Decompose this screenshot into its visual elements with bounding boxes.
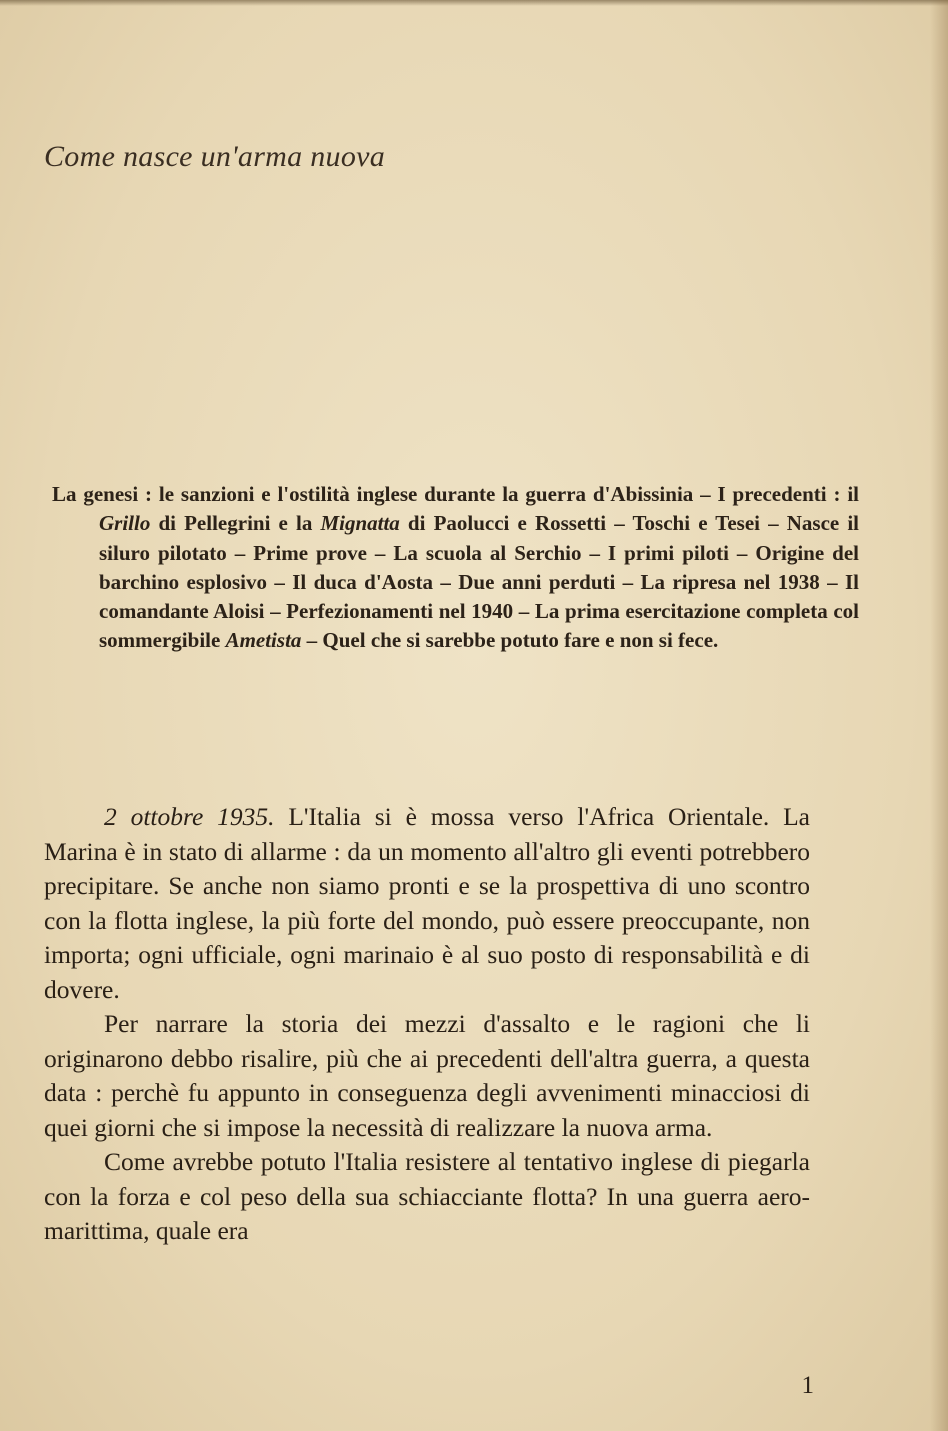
page-number: 1 (801, 1372, 814, 1399)
summary-text-4: – Quel che si sarebbe potuto fare e non si fece. (301, 628, 719, 653)
paragraph-2: Per narrare la storia dei mezzi d'assalto e le ragioni che li originarono debbo risalire, più che ai precedenti dell'altra guerra, a questa data : perchè fu appunto in conseguenza degli avvenimenti minacciosi di quei giorni che si impose la necessità di realizzare la nuova arma. (44, 1009, 810, 1142)
paragraph-date: 2 ottobre 1935. (104, 802, 275, 831)
page-top-shadow (0, 0, 948, 6)
body-text (44, 800, 810, 1249)
summary-ametista: Ametista (225, 628, 302, 653)
summary-text-2: di Pellegrini e la (150, 511, 321, 536)
paragraph-3: Come avrebbe potuto l'Italia resistere al tentativo inglese di piegarla con la forza e col peso della sua schiacciante flotta? In una guerra aero-marittima, quale era (44, 1147, 810, 1245)
chapter-summary (52, 480, 859, 656)
paragraph-1 (44, 800, 810, 1007)
summary-grillo: Grillo (99, 511, 151, 536)
summary-mignatta: Mignatta (320, 511, 400, 536)
summary-text-1: La genesi : le sanzioni e l'ostilità inglese durante la guerra d'Abissinia – I precedenti : il (52, 482, 859, 506)
summary-text-3: di Paolucci e Rossetti – Toschi e Tesei – Nasce il siluro pilotato – Prime prove – La scuola al Serchio – I primi piloti – Origine del barchino esplosivo – Il duca d'Aosta – Due anni perduti – La ripresa nel 1938 – Il comandante Aloisi – Perfezionamenti nel 1940 – La prima esercitazione completa col sommergibile (99, 511, 860, 653)
chapter-title: Come nasce un'arma nuova (44, 140, 386, 173)
page-right-shadow (930, 0, 948, 1431)
paragraph-1-text: L'Italia si è mossa verso l'Africa Orientale. La Marina è in stato di allarme : da un momento all'altro gli eventi potrebbero precipitare. Se anche non siamo pronti e se la prospettiva di uno scontro con la flotta inglese, la più forte del mondo, può essere preoccupante, non importa; ogni ufficiale, ogni marinaio è al suo posto di responsabilità e di dovere. (44, 802, 810, 1004)
